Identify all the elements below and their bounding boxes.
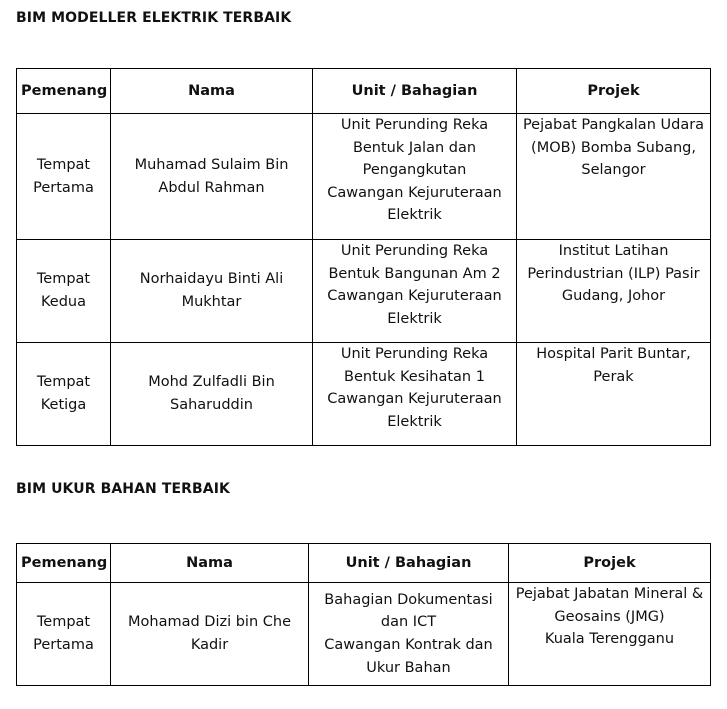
cell-nama — [111, 240, 313, 343]
column-header-unit-bahagian: Unit / Bahagian — [309, 544, 509, 583]
cell-text: Elektrik — [387, 207, 442, 224]
cell-text: Tempat — [36, 614, 91, 631]
cell-text: Mohd Zulfadli Bin — [148, 374, 275, 391]
table-row — [17, 583, 711, 686]
cell-nama — [111, 583, 309, 686]
cell-text: Geosains (JMG) — [554, 608, 665, 625]
cell-text: Ketiga — [40, 397, 87, 413]
table-row — [17, 114, 711, 240]
cell-text: Gudang, Johor — [561, 288, 666, 305]
cell-text: Pertama — [33, 637, 94, 653]
cell-text: Tempat — [36, 271, 91, 288]
cell-pemenang — [17, 343, 111, 446]
column-header-pemenang: Pemenang — [17, 544, 111, 583]
cell-text: Institut Latihan — [558, 243, 669, 259]
cell-text: Pejabat Jabatan Mineral & — [515, 586, 704, 602]
cell-text: Bentuk Jalan dan — [352, 139, 477, 156]
section-title-bim-ukur-bahan: BIM UKUR BAHAN TERBAIK — [16, 481, 230, 497]
cell-unit-bahagian — [313, 114, 517, 240]
cell-text: Mohamad Dizi bin Che — [128, 614, 291, 631]
cell-text: Cawangan Kontrak dan — [324, 637, 493, 653]
table-header-row — [17, 69, 711, 114]
winners-table-ukur-bahan — [16, 543, 711, 686]
cell-text: Cawangan Kejuruteraan — [327, 288, 502, 305]
cell-text: Abdul Rahman — [158, 179, 265, 196]
cell-text: Kuala Terengganu — [544, 631, 675, 648]
column-header-nama: Nama — [111, 544, 309, 583]
cell-text: Unit Perunding Reka — [340, 243, 489, 259]
cell-projek — [517, 240, 711, 343]
column-header-unit-bahagian: Unit / Bahagian — [313, 69, 517, 114]
table-row — [17, 240, 711, 343]
column-header-projek: Projek — [517, 69, 711, 114]
cell-text: Kadir — [190, 637, 229, 653]
cell-text: Selangor — [581, 162, 646, 179]
cell-text: Pejabat Pangkalan Udara — [522, 117, 705, 133]
cell-text: Saharuddin — [170, 397, 253, 413]
cell-text: Unit Perunding Reka — [340, 117, 489, 133]
cell-projek — [517, 343, 711, 446]
cell-text: Tempat — [36, 374, 91, 391]
cell-unit-bahagian — [313, 343, 517, 446]
column-header-nama: Nama — [111, 69, 313, 114]
cell-text: Muhamad Sulaim Bin — [134, 156, 289, 173]
cell-nama — [111, 343, 313, 446]
cell-text: Ukur Bahan — [366, 659, 451, 676]
cell-projek — [517, 114, 711, 240]
cell-text: Kedua — [41, 294, 86, 310]
cell-text: Perak — [593, 368, 634, 385]
section-title-bim-modeller-elektrik: BIM MODELLER ELEKTRIK TERBAIK — [16, 10, 292, 26]
column-header-pemenang: Pemenang — [17, 69, 111, 114]
cell-text: (MOB) Bomba Subang, — [531, 139, 696, 156]
cell-pemenang — [17, 583, 111, 686]
cell-text: Cawangan Kejuruteraan — [327, 184, 502, 201]
table-header-row — [17, 544, 711, 583]
cell-nama — [111, 114, 313, 240]
cell-text: Elektrik — [387, 413, 442, 430]
cell-pemenang — [17, 240, 111, 343]
cell-text: dan ICT — [380, 614, 437, 631]
cell-text: Mukhtar — [181, 294, 242, 310]
column-header-projek: Projek — [509, 544, 711, 583]
cell-text: Bentuk Kesihatan 1 — [344, 368, 485, 385]
cell-text: Bentuk Bangunan Am 2 — [328, 265, 501, 282]
table-row — [17, 343, 711, 446]
cell-text: Elektrik — [387, 310, 442, 327]
winners-table-modeller-elektrik — [16, 68, 711, 446]
cell-text: Cawangan Kejuruteraan — [327, 391, 502, 408]
cell-text: Tempat — [36, 156, 91, 173]
cell-text: Pertama — [33, 179, 94, 196]
cell-text: Perindustrian (ILP) Pasir — [527, 265, 700, 282]
cell-unit-bahagian — [313, 240, 517, 343]
cell-text: Norhaidayu Binti Ali — [139, 271, 284, 288]
cell-text: Pengangkutan — [362, 162, 467, 179]
cell-text: Hospital Parit Buntar, — [536, 346, 691, 362]
cell-text: Bahagian Dokumentasi — [324, 591, 493, 608]
cell-text: Unit Perunding Reka — [340, 346, 489, 362]
cell-projek — [509, 583, 711, 686]
cell-unit-bahagian — [309, 583, 509, 686]
cell-pemenang — [17, 114, 111, 240]
